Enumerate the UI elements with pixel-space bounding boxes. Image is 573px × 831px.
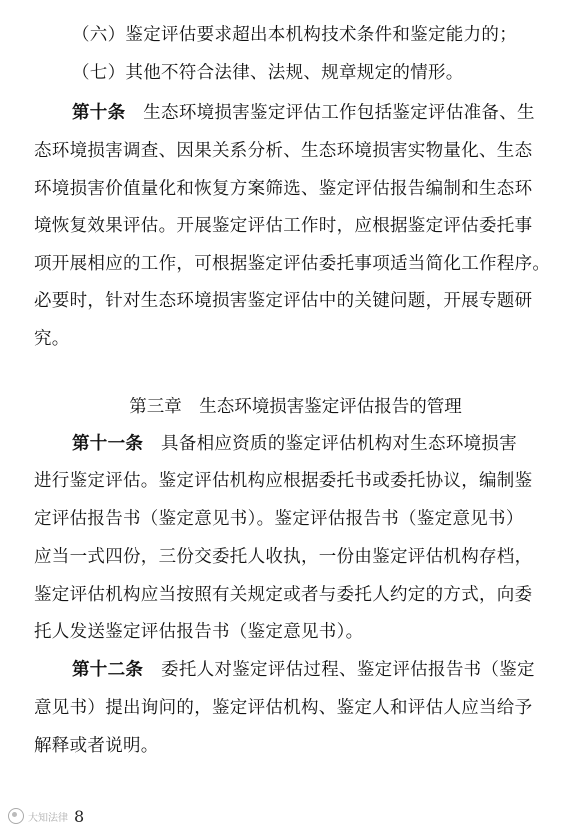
article-10-text: 生态环境损害鉴定评估工作包括鉴定评估准备、生 <box>143 103 535 123</box>
article-10-first-line <box>72 102 573 124</box>
article-12-line: 意见书）提出询问的，鉴定评估机构、鉴定人和评估人应当给予 <box>34 698 533 718</box>
list-item-7: （七）其他不符合法律、法规、规章规定的情形。 <box>72 63 464 83</box>
page-footer <box>8 806 84 826</box>
article-10-line: 项开展相应的工作，可根据鉴定评估委托事项适当简化工作程序。 <box>34 254 551 274</box>
article-11-line: 托人发送鉴定评估报告书（鉴定意见书）。 <box>34 622 364 642</box>
article-10-line: 态环境损害调查、因果关系分析、生态环境损害实物量化、生态 <box>34 141 533 161</box>
article-10-line: 究。 <box>34 329 70 349</box>
article-11-line: 定评估报告书（鉴定意见书）。鉴定评估报告书（鉴定意见书） <box>34 509 524 529</box>
article-11-line: 进行鉴定评估。鉴定评估机构应根据委托书或委托协议，编制鉴 <box>34 471 533 491</box>
article-10-line: 环境损害价值量化和恢复方案筛选、鉴定评估报告编制和生态环 <box>34 179 533 199</box>
article-10-line: 境恢复效果评估。开展鉴定评估工作时，应根据鉴定评估委托事 <box>34 216 533 236</box>
article-11-line: 应当一式四份，三份交委托人收执，一份由鉴定评估机构存档， <box>34 547 533 567</box>
weibo-logo-icon <box>8 808 24 824</box>
list-item-6: （六）鉴定评估要求超出本机构技术条件和鉴定能力的； <box>72 25 517 45</box>
article-11-line: 鉴定评估机构应当按照有关规定或者与委托人约定的方式，向委 <box>34 585 533 605</box>
article-11-text: 具备相应资质的鉴定评估机构对生态环境损害 <box>161 434 518 454</box>
watermark-text: 大知法律 <box>28 812 68 824</box>
article-10-line: 必要时，针对生态环境损害鉴定评估中的关键问题，开展专题研 <box>34 291 533 311</box>
article-12-first-line <box>72 659 573 681</box>
article-12-text: 委托人对鉴定评估过程、鉴定评估报告书（鉴定 <box>161 660 535 680</box>
article-12-title: 第十二条 <box>72 660 144 680</box>
article-11-title: 第十一条 <box>72 434 144 454</box>
chapter-heading: 第三章 生态环境损害鉴定评估报告的管理 <box>129 397 462 417</box>
article-11-first-line <box>72 433 573 455</box>
article-10-title: 第十条 <box>72 103 126 123</box>
article-12-line: 解释或者说明。 <box>34 736 159 756</box>
page-number: 8 <box>74 806 85 826</box>
